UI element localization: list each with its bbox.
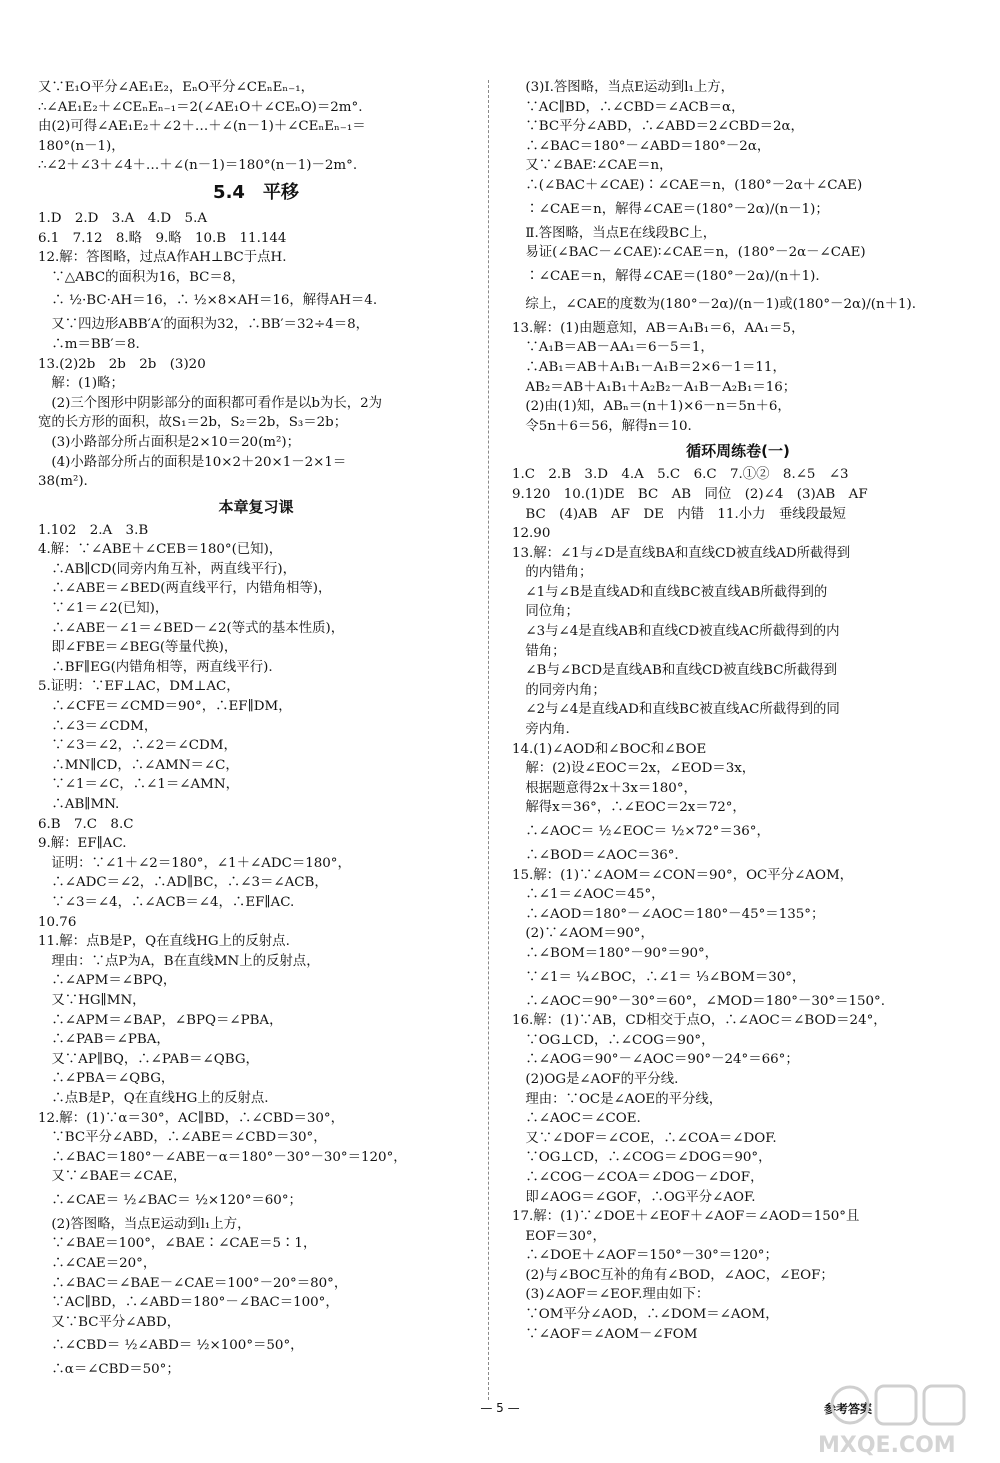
answer-line: ∴∠1＝∠AOC＝45°， xyxy=(512,887,665,903)
column-divider xyxy=(488,80,489,1400)
section-5-4-answers xyxy=(38,209,474,492)
answer-line: ∠B与∠BCD是直线AB和直线CD被直线BC所截得到 xyxy=(512,663,838,679)
answer-line: 6.1 7.12 8.略 9.略 10.B 11.144 xyxy=(38,230,287,246)
answer-line: 12.解：(1)∵α＝30°，AC∥BD，∴∠CBD＝30°， xyxy=(38,1110,345,1126)
watermark-logo xyxy=(812,1382,982,1460)
answer-line: ∴∠AOG＝90°－∠AOC＝90°－24°＝66°； xyxy=(512,1052,799,1068)
answer-line: ∴∠ABE－∠1＝∠BED－∠2(等式的基本性质)， xyxy=(38,620,345,636)
cycle-quiz-heading: 循环周练卷(一) xyxy=(686,442,790,461)
answer-line: ∴∠APM＝∠BAP，∠BPQ＝∠PBA， xyxy=(38,1012,283,1028)
answer-line: ∴∠CAE＝ ½∠BAC＝ ½×120°＝60°； xyxy=(38,1192,302,1208)
answer-line: 12.90 xyxy=(512,526,551,542)
answer-line: ∴AB∥MN. xyxy=(38,797,120,812)
left-column xyxy=(38,78,474,1380)
answer-line: ∵AC∥BD，∴∠ABD＝180°－∠BAC＝100°， xyxy=(38,1295,339,1311)
answer-line: ∴∠CFE＝∠CMD＝90°，∴EF∥DM， xyxy=(38,699,292,715)
answer-line: ∶∠CAE＝n，解得∠CAE＝(180°－2α)/(n＋1). xyxy=(512,268,820,284)
chapter-review-answers xyxy=(38,521,474,1380)
answer-line: 5.证明：∵EF⊥AC，DM⊥AC， xyxy=(38,679,240,695)
answer-line: ∵∠3＝∠2，∴∠2＝∠CDM， xyxy=(38,738,237,754)
answer-line: ∵OG⊥CD，∴∠COG＝∠DOG＝90°， xyxy=(512,1150,772,1166)
answer-line: ∴∠BOM＝180°－90°＝90°， xyxy=(512,945,719,961)
answer-line: ∴∠CBD＝ ½∠ABD＝ ½×100°＝50°， xyxy=(38,1338,304,1354)
answer-line: 13.解：∠1与∠D是直线BA和直线CD被直线AD所截得到 xyxy=(512,545,851,561)
answer-line: ∴BF∥EG(内错角相等，两直线平行). xyxy=(38,659,273,675)
answer-line: 又∵AP∥BQ，∴∠PAB＝∠QBG， xyxy=(38,1051,259,1067)
answer-line: ∴α＝∠CBD＝50°； xyxy=(38,1362,180,1378)
answer-line: (3)∠AOF＝∠EOF.理由如下： xyxy=(512,1287,710,1303)
answer-line: (2)OG是∠AOF的平分线. xyxy=(512,1071,679,1087)
answer-line: ∵BC平分∠ABD，∴∠ABE＝∠CBD＝30°， xyxy=(38,1130,327,1146)
answer-line: 理由：∵点P为A，B在直线MN上的反射点， xyxy=(38,953,320,969)
answer-line: ∵∠AOF＝∠AOM－∠FOM xyxy=(512,1326,698,1342)
answer-line: 证明：∵∠1＋∠2＝180°，∠1＋∠ADC＝180°， xyxy=(38,855,351,871)
answer-line: ∴∠AOD＝180°－∠AOC＝180°－45°＝135°； xyxy=(512,906,825,922)
answer-line: ∴∠BAC＝180°－∠ABE－α＝180°－30°－30°＝120°， xyxy=(38,1149,407,1165)
answer-line: (2)∵∠AOM＝90°， xyxy=(512,926,654,942)
answer-line: ∴∠COG－∠COA＝∠DOG－∠DOF， xyxy=(512,1169,764,1185)
answer-line: ∵△ABC的面积为16，BC＝8， xyxy=(38,269,245,285)
answer-line: 令5n＋6＝56，解得n＝10. xyxy=(512,418,692,434)
answer-line: ∵∠3＝∠4，∴∠ACB＝∠4，∴EF∥AC. xyxy=(38,894,295,910)
answer-line: ∵∠1＝ ¼∠BOC，∴∠1＝ ⅓∠BOM＝30°， xyxy=(512,969,806,985)
answer-line: (3)Ⅰ.答图略，当点E运动到l₁上方， xyxy=(512,80,735,95)
answer-line: 180°(n－1)， xyxy=(38,138,125,154)
answer-line: ∵∠1＝∠2(已知)， xyxy=(38,601,169,617)
answer-line: 11.解：点B是P，Q在直线HG上的反射点. xyxy=(38,934,290,950)
answer-line: ∶∠CAE＝n，解得∠CAE＝(180°－2α)/(n－1)； xyxy=(512,201,829,217)
answer-line: 易证(∠BAC－∠CAE)∶∠CAE＝n，(180°－2α－∠CAE) xyxy=(512,245,866,261)
answer-line: 旁内角. xyxy=(512,722,570,738)
answer-line: Ⅱ.答图略，当点E在线段BC上， xyxy=(512,225,717,241)
answer-line: 6.B 7.C 8.C xyxy=(38,816,134,832)
cycle-quiz-answers xyxy=(512,465,964,1344)
answer-line: 10.76 xyxy=(38,914,77,930)
answer-line: (4)小路部分所占的面积是10×2＋20×1－2×1＝ xyxy=(38,454,347,470)
svg-text:MXQE.COM: MXQE.COM xyxy=(818,1433,956,1458)
answer-line: BC (4)AB AF DE 内错 11.小力 垂线段最短 xyxy=(512,506,846,522)
answer-line: EOF＝30°， xyxy=(512,1228,606,1244)
answer-line: ∴∠APM＝∠BPQ， xyxy=(38,973,177,989)
answer-line: ∴∠BAC＝∠BAE－∠CAE＝100°－20°＝80°， xyxy=(38,1275,348,1291)
answer-line: 13.(2)2b 2b 2b (3)20 xyxy=(38,356,206,372)
answer-line: 宽的长方形的面积，故S₁＝2b，S₂＝2b，S₃＝2b； xyxy=(38,415,348,431)
answer-line: ∴∠ABE＝∠BED(两直线平行，内错角相等)， xyxy=(38,581,332,597)
answer-line: ∵AC∥BD，∴∠CBD＝∠ACB＝α， xyxy=(512,99,745,115)
answer-line: 17.解：(1)∵∠DOE＋∠EOF＋∠AOF＝∠AOD＝150°且 xyxy=(512,1209,860,1225)
right-column xyxy=(512,78,964,1344)
answer-line: 又∵∠DOF＝∠COE，∴∠COA＝∠DOF. xyxy=(512,1130,777,1146)
answer-line: 的内错角； xyxy=(512,565,593,581)
page-number: — 5 — xyxy=(480,1401,520,1415)
answer-line: ∴∠AOC＝ ½∠EOC＝ ½×72°＝36°， xyxy=(512,824,770,839)
answer-line: 解：(1)略； xyxy=(38,376,124,392)
answer-line: 即∠AOG＝∠GOF，∴OG平分∠AOF. xyxy=(512,1189,756,1205)
answer-line: ∴∠AOC＝∠COE. xyxy=(512,1111,641,1127)
answer-line: ∴∠CAE＝20°， xyxy=(38,1256,157,1272)
answer-line: (3)小路部分所占面积是2×10＝20(m²)； xyxy=(38,434,300,450)
answer-line: ∠2与∠4是直线AD和直线BC被直线AC所截得到的同 xyxy=(512,702,840,718)
answer-line: 解得x＝36°，∴∠EOC＝2x＝72°， xyxy=(512,800,746,816)
answer-line: ∴∠2＋∠3＋∠4＋…＋∠(n－1)＝180°(n－1)－2m°. xyxy=(38,158,358,174)
answer-line: 1.D 2.D 3.A 4.D 5.A xyxy=(38,210,207,226)
answer-line: ∴MN∥CD，∴∠AMN＝∠C， xyxy=(38,757,239,773)
answer-line: ∠1与∠B是直线AD和直线BC被直线AB所截得到的 xyxy=(512,584,828,600)
answer-line: ∵A₁B＝AB－AA₁＝6－5＝1， xyxy=(512,340,714,356)
answer-line: 解：(2)设∠EOC＝2x，∠EOD＝3x， xyxy=(512,761,756,777)
answer-line: ∵OG⊥CD，∴∠COG＝90°， xyxy=(512,1032,715,1048)
answer-line: 9.120 10.(1)DE BC AB 同位 (2)∠4 (3)AB AF xyxy=(512,486,868,502)
answer-line: ∴点B是P，Q在直线HG上的反射点. xyxy=(38,1090,269,1106)
answer-line: ∴∠ADC＝∠2，∴AD∥BC，∴∠3＝∠ACB， xyxy=(38,875,328,891)
answer-line: 15.解：(1)∵∠AOM＝∠CON＝90°，OC平分∠AOM， xyxy=(512,867,854,883)
answer-line: 38(m²). xyxy=(38,474,88,490)
section-heading-5-4: 5.4 平移 xyxy=(213,181,299,203)
answer-line: 错角； xyxy=(512,643,566,659)
answer-line: 理由：∵OC是∠AOE的平分线， xyxy=(512,1091,723,1107)
answer-line: ∴∠3＝∠CDM， xyxy=(38,718,158,734)
answer-line: 又∵BC平分∠ABD， xyxy=(38,1314,181,1330)
footer-label: 参考答案 xyxy=(824,1402,873,1416)
answer-line: (2)三个图形中阴影部分的面积都可看作是以b为长，2为 xyxy=(38,395,383,411)
answer-line: 16.解：(1)∵AB，CD相交于点O，∴∠AOC＝∠BOD＝24°， xyxy=(512,1013,887,1029)
answer-line: ∵∠1＝∠C，∴∠1＝∠AMN， xyxy=(38,777,239,793)
answer-line: ∴AB₁＝AB＋A₁B₁－A₁B＝2×6－1＝11， xyxy=(512,359,786,375)
answer-line: ∴∠PBA＝∠QBG， xyxy=(38,1071,175,1087)
answer-line: 1.C 2.B 3.D 4.A 5.C 6.C 7.①② 8.∠5 ∠3 xyxy=(512,467,849,483)
answer-line: 9.解：EF∥AC. xyxy=(38,836,127,852)
answer-line: 又∵HG∥MN， xyxy=(38,992,146,1008)
answer-line: ∴∠AE₁E₂＋∠CEₙEₙ₋₁＝2(∠AE₁O＋∠CEₙO)＝2m°. xyxy=(38,99,363,115)
answer-line: ∴∠BOD＝∠AOC＝36°. xyxy=(512,848,679,863)
answer-line: 13.解：(1)由题意知，AB＝A₁B₁＝6，AA₁＝5， xyxy=(512,320,805,336)
answer-line: 又∵E₁O平分∠AE₁E₂，EₙO平分∠CEₙEₙ₋₁， xyxy=(38,80,315,95)
answer-line: 即∠FBE＝∠BEG(等量代换)， xyxy=(38,640,238,656)
chapter-review-heading: 本章复习课 xyxy=(218,497,294,516)
answer-line: (2)由(1)知，ABₙ＝(n＋1)×6－n＝5n＋6， xyxy=(512,399,791,415)
answer-line: 综上，∠CAE的度数为(180°－2α)/(n－1)或(180°－2α)/(n＋1). xyxy=(512,296,916,312)
right-continuation-block xyxy=(512,78,964,436)
answer-line: ∴(∠BAC＋∠CAE)∶∠CAE＝n，(180°－2α＋∠CAE) xyxy=(512,177,863,193)
answer-line: 14.(1)∠AOD和∠BOC和∠BOE xyxy=(512,741,707,757)
answer-line: ∴∠DOE＋∠AOF＝150°－30°＝120°； xyxy=(512,1248,778,1264)
answer-line: ∴∠PAB＝∠PBA， xyxy=(38,1032,170,1048)
left-intro-block xyxy=(38,78,474,176)
answer-line: ∴AB∥CD(同旁内角互补，两直线平行)， xyxy=(38,561,296,577)
answer-line: 根据题意得2x＋3x＝180°， xyxy=(512,780,697,796)
answer-line: 1.102 2.A 3.B xyxy=(38,522,149,538)
answer-line: ∵OM平分∠AOD，∴∠DOM＝∠AOM， xyxy=(512,1307,779,1323)
answer-line: ∴m＝BB′＝8. xyxy=(38,336,140,352)
answer-line: ∵∠BAE＝100°，∠BAE∶∠CAE＝5∶1， xyxy=(38,1236,317,1252)
answer-line: ∴∠AOC＝90°－30°＝60°，∠MOD＝180°－30°＝150°. xyxy=(512,993,885,1009)
answer-line: 4.解：∵∠ABE＋∠CEB＝180°(已知)， xyxy=(38,542,283,558)
answer-line: ∴∠BAC＝180°－∠ABD＝180°－2α， xyxy=(512,138,771,154)
answer-line: 又∵∠BAE∶∠CAE＝n， xyxy=(512,158,673,174)
answer-line: 同位角； xyxy=(512,604,579,620)
answer-line: (2)与∠BOC互补的角有∠BOD，∠AOC，∠EOF； xyxy=(512,1267,834,1283)
answer-line: 又∵四边形ABB′A′的面积为32，∴BB′＝32÷4＝8， xyxy=(38,317,370,333)
answer-line: 又∵∠BAE＝∠CAE， xyxy=(38,1169,187,1185)
answer-line: 的同旁内角； xyxy=(512,682,606,698)
answer-line: (2)答图略，当点E运动到l₁上方， xyxy=(38,1216,251,1232)
answer-line: 由(2)可得∠AE₁E₂＋∠2＋…＋∠(n－1)＋∠CEₙEₙ₋₁＝ xyxy=(38,119,366,135)
answer-line: ∴ ½·BC·AH＝16，∴ ½×8×AH＝16，解得AH＝4. xyxy=(38,293,378,309)
answer-line: 12.解：答图略，过点A作AH⊥BC于点H. xyxy=(38,250,287,266)
answer-line: ∠3与∠4是直线AB和直线CD被直线AC所截得到的内 xyxy=(512,624,840,640)
answer-line: ∵BC平分∠ABD，∴∠ABD＝2∠CBD＝2α， xyxy=(512,119,804,135)
answer-line: AB₂＝AB＋A₁B₁＋A₂B₂－A₁B－A₂B₁＝16； xyxy=(512,379,797,395)
